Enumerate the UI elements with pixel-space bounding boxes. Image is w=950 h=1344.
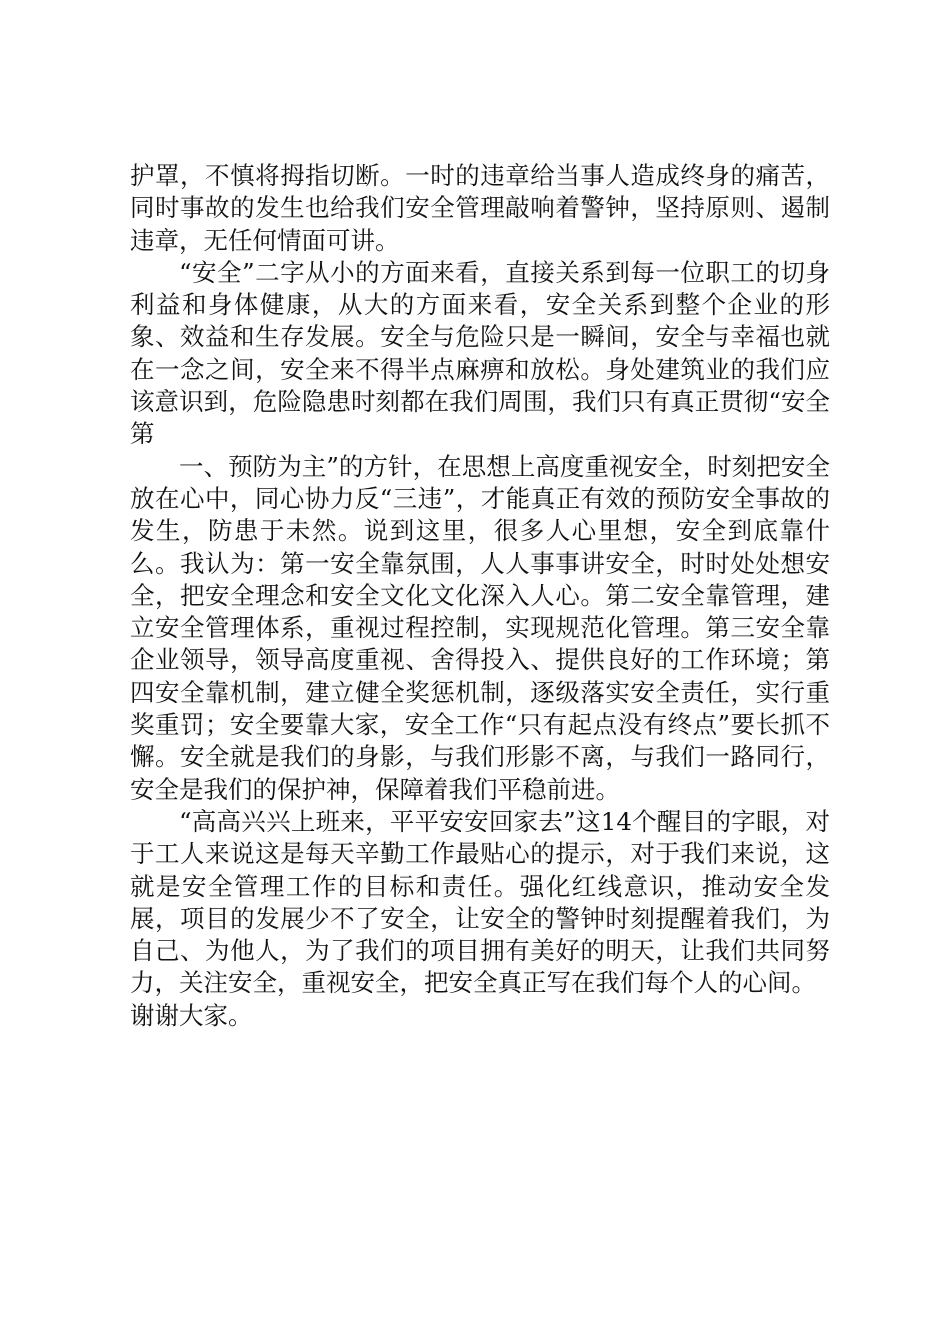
paragraph-continuation: 护罩，不慎将拇指切断。一时的违章给当事人造成终身的痛苦，同时事故的发生也给我们安全管理敲响着警钟，坚持原则、遏制违章，无任何情面可讲。 [130,161,830,255]
document-body [130,160,830,1032]
paragraph-slogan: “高高兴兴上班来，平平安安回家去”这14个醒目的字眼，对于工人来说这是每天辛勤工作最贴心的提示，对于我们来说，这就是安全管理工作的目标和责任。强化红线意识，推动安全发展，项目的发展少不了安全，让安全的警钟时刻提醒着我们，为自己、为他人，为了我们的项目拥有美好的明天，让我们共同努力，关注安全，重视安全，把安全真正写在我们每个人的心间。 [130,806,830,998]
paragraph-safety-meaning: “安全”二字从小的方面来看，直接关系到每一位职工的切身利益和身体健康，从大的方面来看，安全关系到整个企业的形象、效益和生存发展。安全与危险只是一瞬间，安全与幸福也就在一念之间，安全来不得半点麻痹和放松。身处建筑业的我们应该意识到，危险隐患时刻都在我们周围，我们只有真正贯彻“安全第 [130,257,830,449]
paragraph-thanks: 谢谢大家。 [130,1000,253,1030]
paragraph-prevention-policy: 一、预防为主”的方针，在思想上高度重视安全，时刻把安全放在心中，同心协力反“三违”，才能真正有效的预防安全事故的发生，防患于未然。说到这里，很多人心里想，安全到底靠什么。我认为：第一安全靠氛围，人人事事讲安全，时时处处想安全，把安全理念和安全文化文化深入人心。第二安全靠管理，建立安全管理体系，重视过程控制，实现规范化管理。第三安全靠企业领导，领导高度重视、舍得投入、提供良好的工作环境；第四安全靠机制，建立健全奖惩机制，逐级落实安全责任，实行重奖重罚；安全要靠大家，安全工作“只有起点没有终点”要长抓不懈。安全就是我们的身影，与我们形影不离，与我们一路同行，安全是我们的保护神，保障着我们平稳前进。 [130,451,830,804]
